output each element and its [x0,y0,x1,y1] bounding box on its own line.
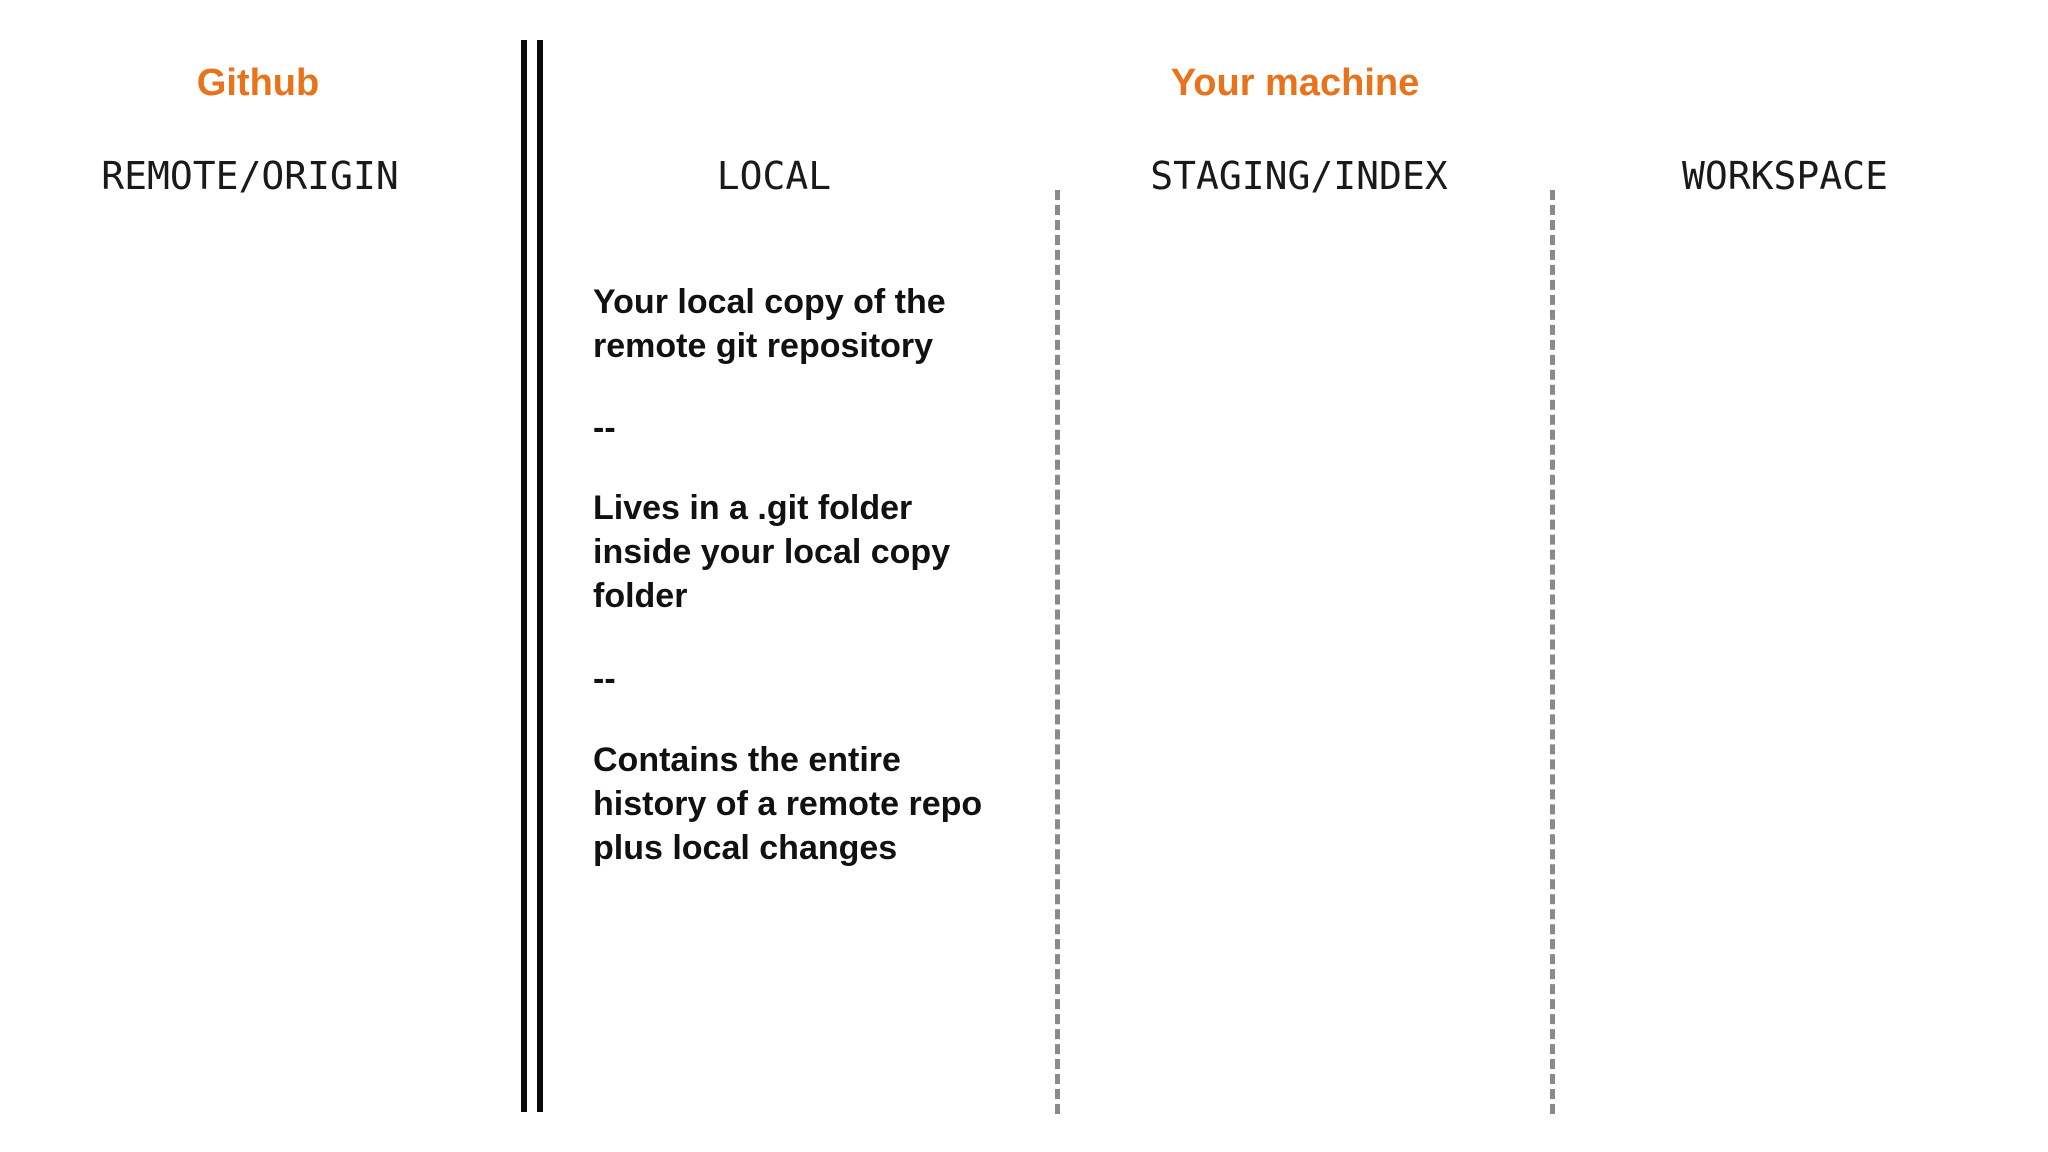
remote-local-divider-right [537,40,543,1112]
workspace-label: WORKSPACE [1682,154,1888,198]
separator-text: -- [593,660,616,698]
staging-workspace-divider [1550,190,1555,1114]
local-description-line: remote git repository [593,327,934,365]
local-description-separator-1 [593,406,1053,450]
remote-origin-label: REMOTE/ORIGIN [101,154,399,198]
remote-local-divider-left [521,40,527,1112]
local-description-line: inside your local copy [593,533,951,571]
local-description-line: Your local copy of the [593,283,946,321]
github-heading: Github [196,62,320,104]
local-description-para-3 [593,738,1053,870]
local-description-line: plus local changes [593,829,898,867]
staging-index-label: STAGING/INDEX [1150,154,1448,198]
local-description-line: Contains the entire [593,741,901,779]
local-description-separator-2 [593,657,1053,701]
local-description-para-1 [593,280,1053,368]
local-staging-divider [1055,190,1060,1114]
local-description-line: history of a remote repo [593,785,983,823]
local-label: LOCAL [716,154,832,198]
local-description-line: Lives in a .git folder [593,489,913,527]
your-machine-heading: Your machine [1170,62,1420,104]
separator-text: -- [593,409,616,447]
local-description-para-2 [593,486,1053,618]
local-description-line: folder [593,577,688,615]
